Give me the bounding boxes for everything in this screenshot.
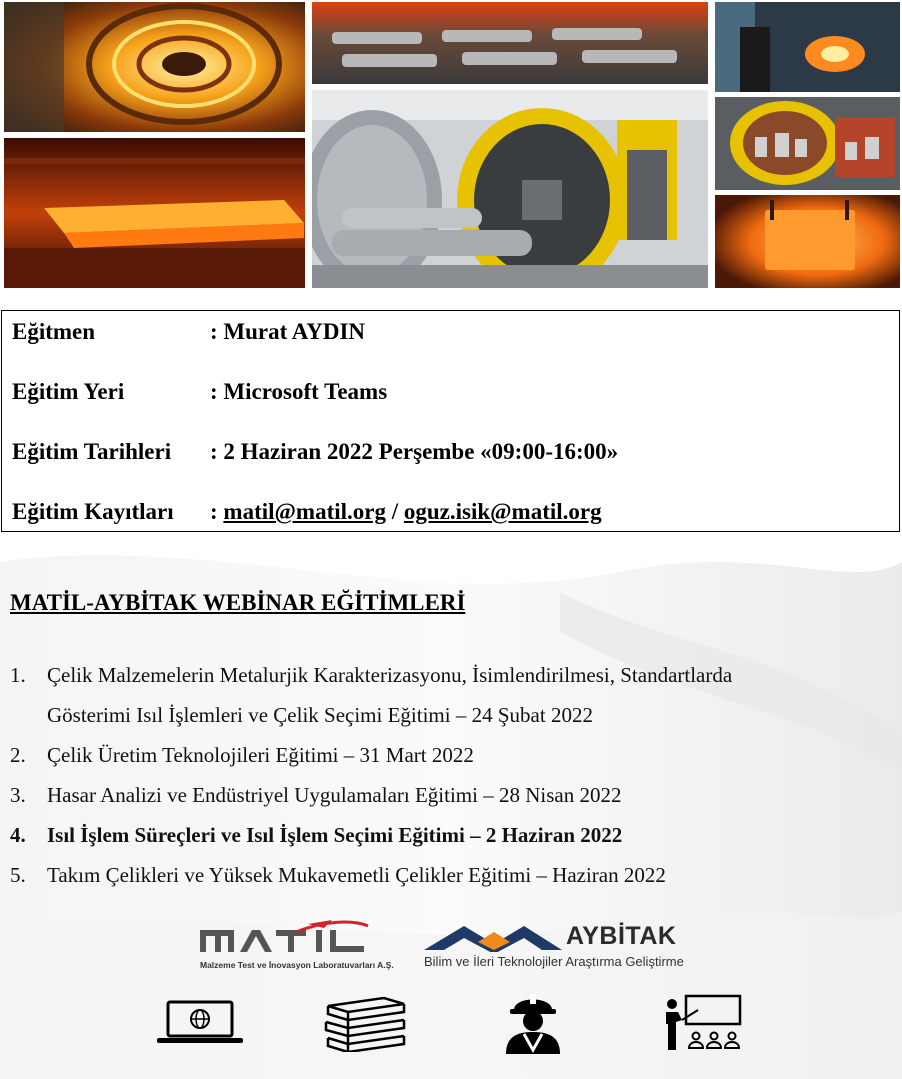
- course-item-4-current: [10, 815, 890, 855]
- course-number: 5.: [10, 863, 26, 887]
- registration-prefix: :: [210, 499, 224, 524]
- photo-hot-plate: [4, 138, 305, 288]
- training-info-box: [1, 310, 900, 532]
- course-title-line2: Gösterimi Isıl İşlemleri ve Çelik Seçimi Eğitimi – 24 Şubat 2022: [47, 703, 593, 727]
- course-list: [10, 655, 890, 895]
- photo-furnace-parts: [715, 97, 900, 190]
- instructor-value: : Murat AYDIN: [210, 319, 366, 344]
- course-item-2: [10, 735, 890, 775]
- course-number: 3.: [10, 783, 26, 807]
- course-number: 1.: [10, 663, 26, 687]
- course-title: Takım Çelikleri ve Yüksek Mukavemetli Çelikler Eğitimi – Haziran 2022: [47, 863, 666, 887]
- aybitak-name: AYBİTAK: [566, 922, 677, 950]
- books-stack-icon: [322, 994, 408, 1052]
- laptop-globe-icon: [156, 1000, 244, 1046]
- aybitak-logo: [424, 920, 709, 976]
- instructor-label: Eğitmen: [12, 319, 96, 344]
- course-title: Isıl İşlem Süreçleri ve Isıl İşlem Seçimi Eğitimi – 2 Haziran 2022: [47, 823, 623, 847]
- teacher-presentation-icon: [662, 994, 744, 1052]
- course-title: Çelik Üretim Teknolojileri Eğitimi – 31 Mart 2022: [47, 743, 474, 767]
- location-value: : Microsoft Teams: [210, 379, 388, 404]
- course-item-1: [10, 655, 890, 735]
- matil-wordmark: [196, 918, 372, 958]
- photo-collage: [0, 0, 902, 292]
- matil-tagline: Malzeme Test ve İnovasyon Laboratuvarları A.Ş.: [200, 960, 394, 970]
- course-item-5: [10, 855, 890, 895]
- photo-hot-billet: [715, 195, 900, 288]
- dates-value: : 2 Haziran 2022 Perşembe «09:00-16:00»: [210, 439, 619, 464]
- section-title: MATİL-AYBİTAK WEBİNAR EĞİTİMLERİ: [10, 590, 466, 615]
- dates-label: Eğitim Tarihleri: [12, 439, 172, 464]
- course-title: Hasar Analizi ve Endüstriyel Uygulamaları Eğitimi – 28 Nisan 2022: [47, 783, 622, 807]
- photo-roller-line: [312, 2, 708, 84]
- registration-separator: /: [385, 499, 404, 524]
- course-title-line1: Çelik Malzemelerin Metalurjik Karakterizasyonu, İsimlendirilmesi, Standartlarda: [47, 663, 733, 687]
- email-link-matil[interactable]: matil@matil.org: [223, 499, 386, 524]
- registration-label: Eğitim Kayıtları: [12, 499, 174, 524]
- course-item-3: [10, 775, 890, 815]
- aybitak-mountain-mark: [424, 920, 564, 952]
- aybitak-tagline: Bilim ve İleri Teknolojiler Araştırma Geliştirme: [424, 954, 684, 969]
- worker-helmet-icon: [502, 990, 564, 1054]
- course-number: 2.: [10, 743, 26, 767]
- photo-vacuum-furnace: [312, 90, 708, 288]
- location-label: Eğitim Yeri: [12, 379, 125, 404]
- email-link-oguz[interactable]: oguz.isik@matil.org: [403, 499, 602, 524]
- registration-value: [210, 499, 602, 525]
- matil-logo: [196, 918, 394, 976]
- photo-coiled-steel: [4, 2, 305, 132]
- course-number: 4.: [10, 823, 26, 847]
- photo-forge-worker: [715, 2, 900, 92]
